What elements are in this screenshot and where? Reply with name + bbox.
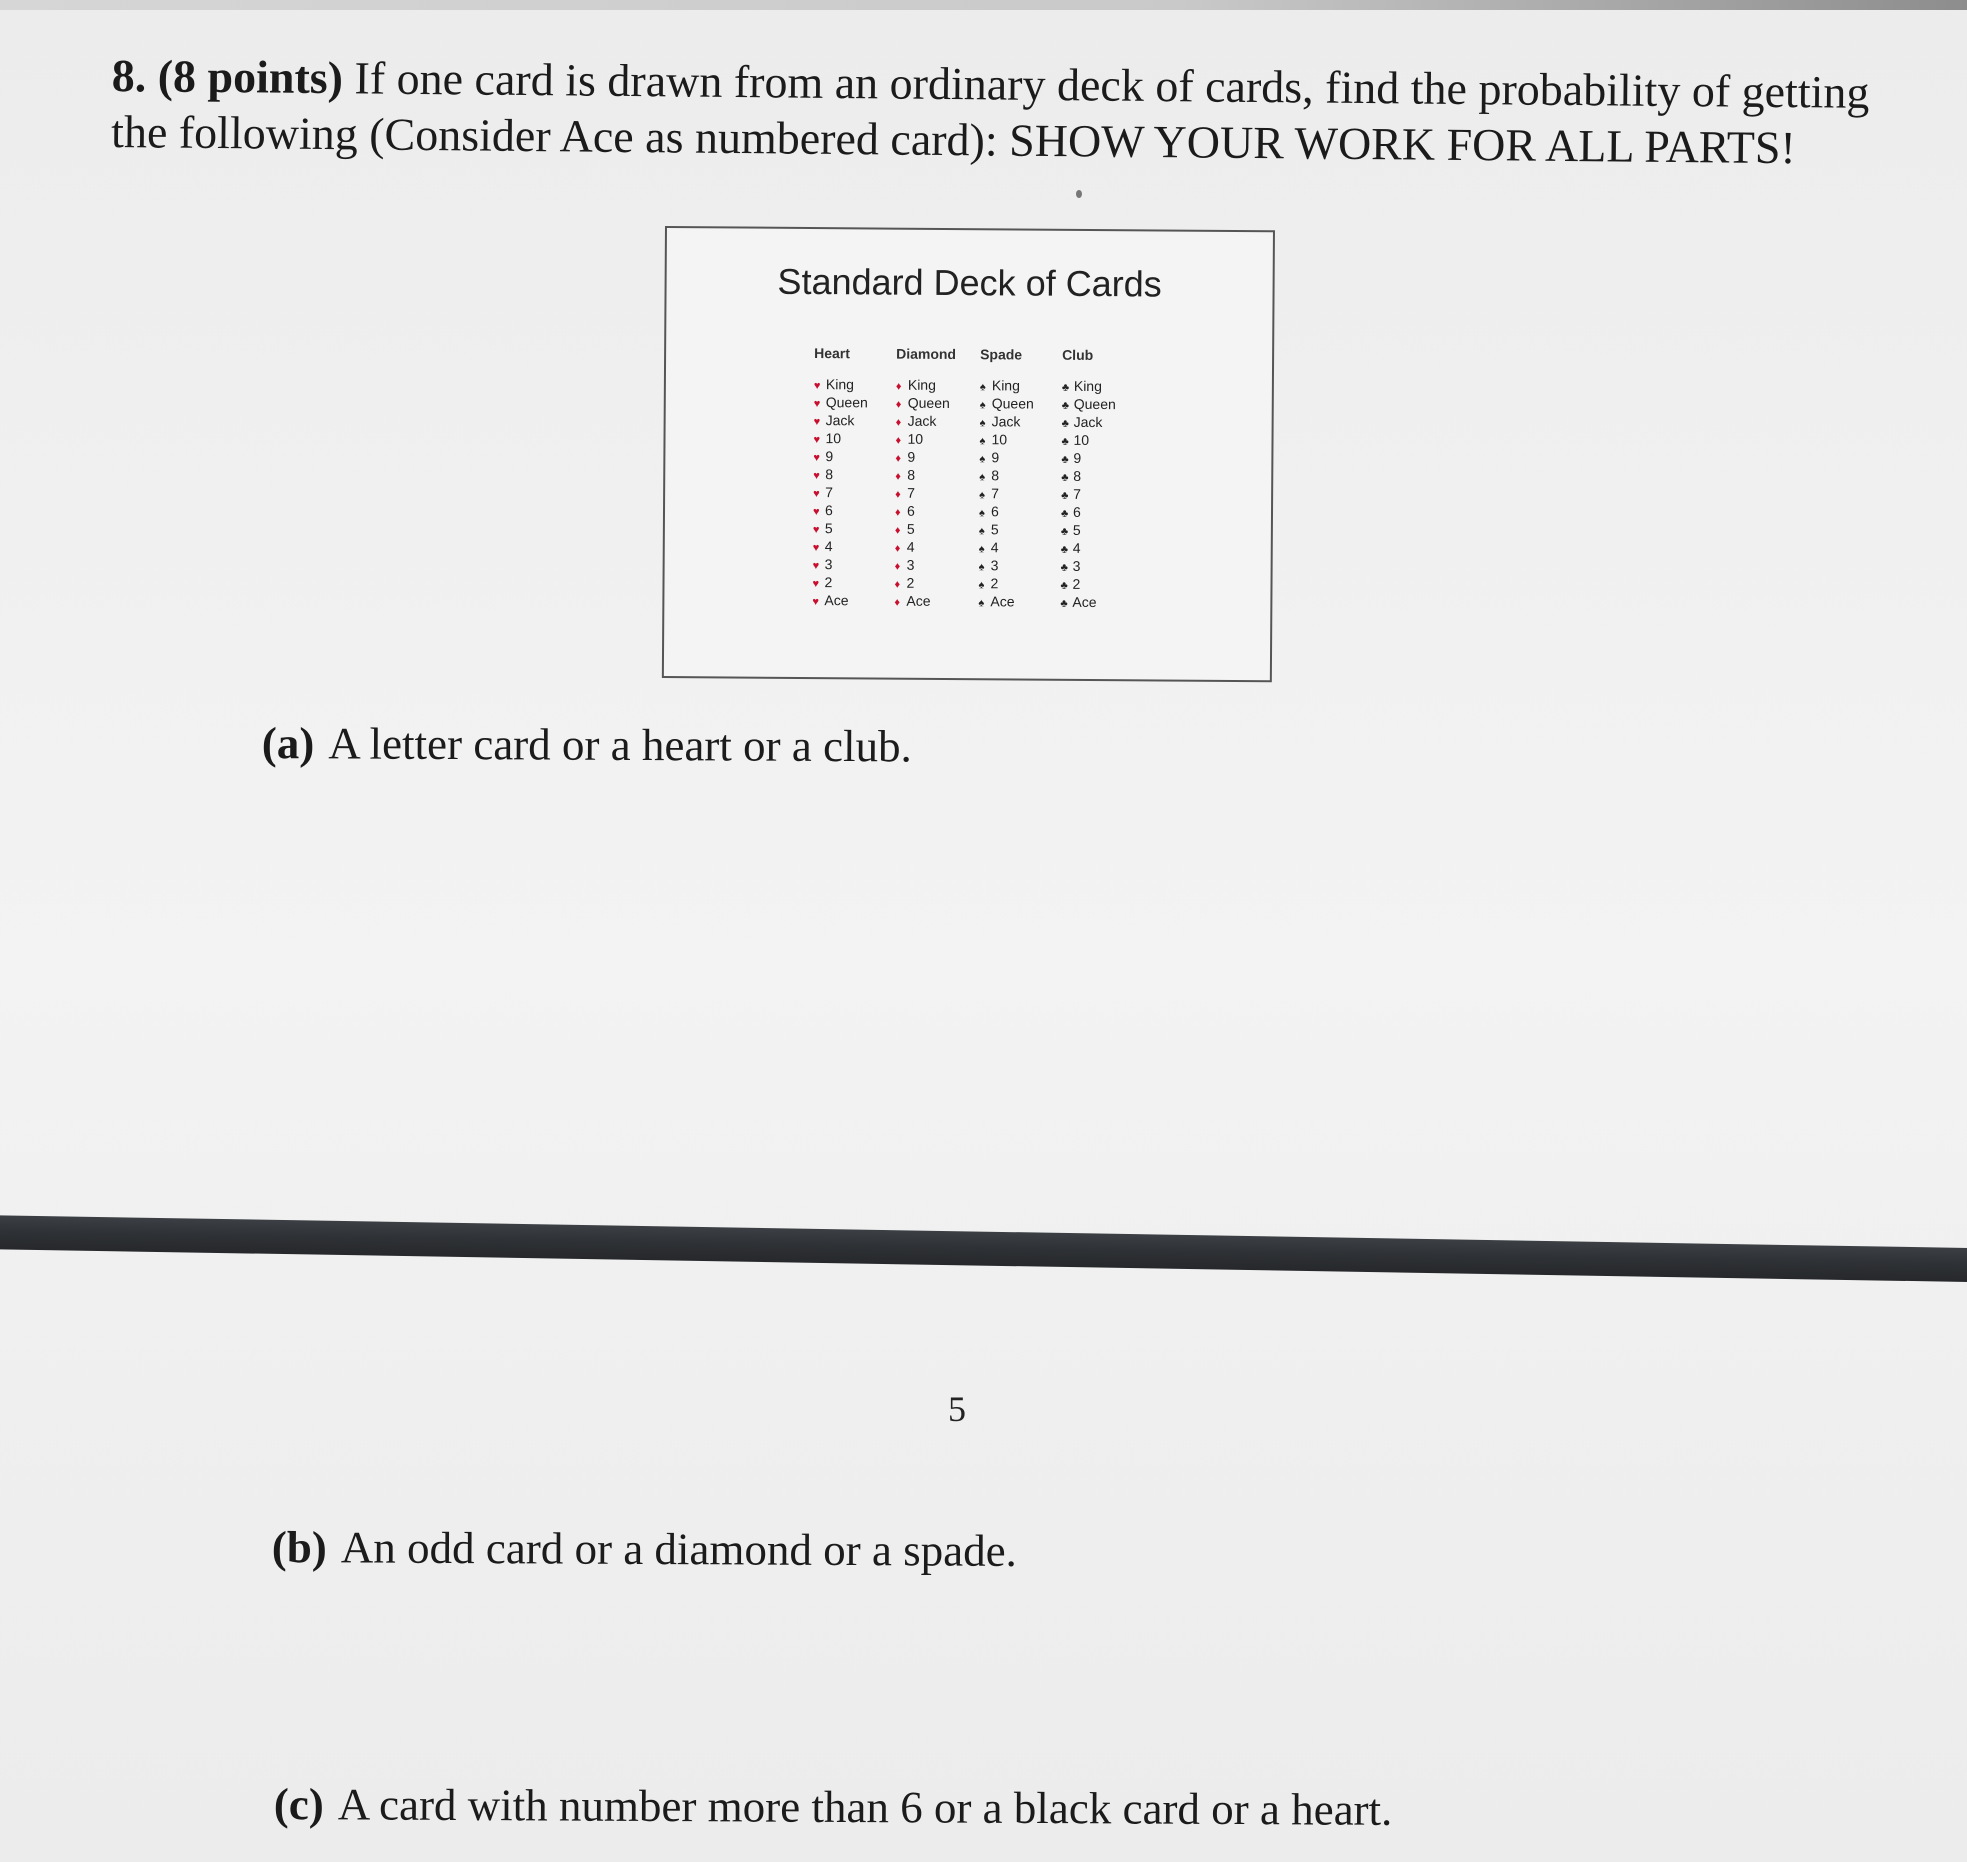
suit-header: Diamond <box>896 345 957 363</box>
club-suit-icon: ♣ <box>1060 561 1068 574</box>
club-suit-icon: ♣ <box>1061 489 1069 502</box>
card-rank: 10 <box>991 431 1008 448</box>
diamond-suit-icon: ♦ <box>895 470 901 483</box>
card-rank: 8 <box>1073 467 1082 484</box>
card-item <box>894 592 984 611</box>
card-item <box>1061 485 1151 504</box>
card-item <box>813 429 903 448</box>
page-number: 5 <box>948 1389 966 1429</box>
card-item <box>1062 377 1152 396</box>
question-text: If one card is drawn from an ordinary deck of cards, find the probability of getting the following (Consider Ace as numbered card): SHOW YOUR WORK FOR ALL PARTS! <box>110 52 1870 174</box>
card-item <box>895 520 985 539</box>
card-item <box>895 466 985 485</box>
card-item <box>979 466 1069 485</box>
card-item <box>895 484 985 503</box>
card-item <box>895 430 985 449</box>
card-rank: 6 <box>906 502 915 519</box>
card-rank: 8 <box>991 467 1000 484</box>
club-suit-icon: ♣ <box>1061 453 1069 466</box>
card-item <box>979 448 1069 467</box>
card-item <box>813 519 903 538</box>
part-c <box>274 1777 1393 1837</box>
part-c-label: (c) <box>273 1779 324 1830</box>
part-b <box>272 1520 1017 1578</box>
card-rank: 7 <box>1073 485 1081 502</box>
card-item <box>979 430 1069 449</box>
spade-suit-icon: ♠ <box>979 471 986 484</box>
heart-suit-icon: ♥ <box>812 578 820 591</box>
card-rank: 2 <box>990 575 999 592</box>
card-item <box>1060 593 1150 612</box>
card-item <box>896 376 986 395</box>
diamond-suit-icon: ♦ <box>895 416 902 429</box>
card-rank: Ace <box>990 593 1015 610</box>
card-rank: 10 <box>825 430 842 447</box>
figure-title: Standard Deck of Cards <box>777 260 1162 305</box>
card-rank: King <box>907 376 936 393</box>
card-item <box>895 556 985 575</box>
card-list <box>1060 377 1152 612</box>
card-list <box>978 376 1070 611</box>
card-item <box>1061 467 1151 486</box>
club-suit-icon: ♣ <box>1060 507 1069 520</box>
suit-column-heart <box>812 345 904 610</box>
card-rank: 10 <box>1073 431 1090 448</box>
suit-header: Spade <box>980 346 1023 363</box>
card-rank: Jack <box>825 412 855 429</box>
card-rank: Queen <box>991 395 1034 412</box>
card-item <box>980 394 1070 413</box>
card-rank: Ace <box>1072 593 1097 611</box>
heart-suit-icon: ♥ <box>812 542 820 555</box>
card-item <box>813 447 903 466</box>
spade-suit-icon: ♠ <box>979 399 986 412</box>
diamond-suit-icon: ♦ <box>894 524 901 537</box>
diamond-suit-icon: ♦ <box>894 578 901 591</box>
card-rank: 7 <box>825 484 833 501</box>
card-item <box>813 555 903 574</box>
spade-suit-icon: ♠ <box>979 435 986 448</box>
diamond-suit-icon: ♦ <box>895 488 901 501</box>
card-rank: Queen <box>825 394 868 411</box>
card-item <box>894 574 984 593</box>
diamond-suit-icon: ♦ <box>895 434 902 447</box>
card-item <box>812 591 902 610</box>
card-rank: 8 <box>907 466 916 483</box>
card-item <box>895 448 985 467</box>
card-rank: King <box>991 377 1020 394</box>
card-rank: 4 <box>906 538 915 555</box>
part-a <box>262 716 912 773</box>
spade-suit-icon: ♠ <box>979 489 986 502</box>
top-edge <box>0 0 1967 10</box>
suit-column-club <box>1060 347 1152 612</box>
spade-suit-icon: ♠ <box>979 453 986 466</box>
card-item <box>980 412 1070 431</box>
card-item <box>814 375 904 394</box>
card-rank: 3 <box>906 556 915 573</box>
card-item <box>1061 503 1151 522</box>
question-number: 8. <box>111 49 147 102</box>
card-item <box>1061 557 1151 576</box>
card-list <box>894 376 986 611</box>
card-rank: 5 <box>906 520 915 537</box>
heart-suit-icon: ♥ <box>812 524 820 537</box>
card-item <box>1061 449 1151 468</box>
heart-suit-icon: ♥ <box>813 398 821 411</box>
question-prompt <box>111 48 1902 177</box>
card-rank: King <box>825 376 854 393</box>
suit-header: Heart <box>814 345 850 362</box>
suit-column-spade <box>978 346 1070 611</box>
club-suit-icon: ♣ <box>1061 417 1069 430</box>
spade-suit-icon: ♠ <box>978 525 985 538</box>
card-item <box>814 393 904 412</box>
card-item <box>978 574 1068 593</box>
card-rank: 9 <box>991 449 1000 466</box>
club-suit-icon: ♣ <box>1061 435 1069 448</box>
suit-header: Club <box>1062 346 1094 363</box>
card-rank: 3 <box>1072 557 1081 574</box>
card-rank: 4 <box>824 538 833 555</box>
spade-suit-icon: ♠ <box>979 381 986 394</box>
card-rank: 2 <box>906 574 915 591</box>
card-rank: 3 <box>824 556 833 573</box>
card-rank: 6 <box>824 502 833 519</box>
heart-suit-icon: ♥ <box>813 452 820 465</box>
heart-suit-icon: ♥ <box>812 596 819 609</box>
card-rank: 7 <box>907 484 915 501</box>
card-rank: Jack <box>991 413 1021 430</box>
card-item <box>1061 539 1151 558</box>
card-item <box>812 573 902 592</box>
question-points: (8 points) <box>157 50 344 104</box>
card-rank: 4 <box>990 539 999 556</box>
spade-suit-icon: ♠ <box>978 597 985 610</box>
diamond-suit-icon: ♦ <box>894 560 901 573</box>
card-item <box>814 411 904 430</box>
heart-suit-icon: ♥ <box>812 560 820 573</box>
card-list <box>812 375 904 610</box>
card-item <box>1062 395 1152 414</box>
card-item <box>896 394 986 413</box>
diamond-suit-icon: ♦ <box>894 542 901 555</box>
card-rank: 10 <box>907 430 924 447</box>
club-suit-icon: ♣ <box>1060 525 1069 538</box>
spade-suit-icon: ♠ <box>978 507 985 520</box>
card-rank: 3 <box>990 557 999 574</box>
card-item <box>978 592 1068 611</box>
card-rank: King <box>1073 377 1102 395</box>
card-item <box>813 537 903 556</box>
diamond-suit-icon: ♦ <box>894 596 901 609</box>
heart-suit-icon: ♥ <box>813 488 820 501</box>
card-item <box>980 376 1070 395</box>
heart-suit-icon: ♥ <box>813 434 821 447</box>
card-item <box>979 538 1069 557</box>
diamond-suit-icon: ♦ <box>895 380 902 393</box>
card-rank: 4 <box>1072 539 1081 556</box>
card-item <box>1060 575 1150 594</box>
club-suit-icon: ♣ <box>1060 579 1068 592</box>
card-rank: 9 <box>907 448 916 465</box>
card-rank: 5 <box>824 520 833 537</box>
heart-suit-icon: ♥ <box>813 380 821 393</box>
part-c-text: A card with number more than 6 or a black card or a heart. <box>337 1779 1393 1835</box>
card-rank: 2 <box>824 574 833 591</box>
card-rank: Jack <box>907 412 937 429</box>
paper-speck <box>1076 190 1082 198</box>
spade-suit-icon: ♠ <box>979 417 986 430</box>
card-item <box>895 502 985 521</box>
card-rank: 5 <box>1072 521 1081 538</box>
card-rank: Queen <box>907 394 950 411</box>
card-rank: Ace <box>906 592 931 609</box>
heart-suit-icon: ♥ <box>813 470 820 483</box>
card-item <box>979 556 1069 575</box>
card-item <box>979 520 1069 539</box>
card-rank: Ace <box>824 592 849 609</box>
part-a-text: A letter card or a heart or a club. <box>328 718 912 772</box>
club-suit-icon: ♣ <box>1060 543 1069 556</box>
screen-divider-bar <box>0 1215 1967 1282</box>
card-rank: 6 <box>990 503 999 520</box>
card-rank: 9 <box>1073 449 1082 466</box>
spade-suit-icon: ♠ <box>978 561 985 574</box>
club-suit-icon: ♣ <box>1060 597 1068 610</box>
part-b-text: An odd card or a diamond or a spade. <box>340 1522 1018 1576</box>
suit-column-diamond <box>894 346 986 611</box>
part-b-label: (b) <box>271 1522 327 1573</box>
card-item <box>896 412 986 431</box>
card-rank: Queen <box>1073 395 1116 413</box>
card-rank: 7 <box>991 485 999 502</box>
card-rank: 2 <box>1072 575 1081 592</box>
card-rank: 5 <box>990 521 999 538</box>
card-item <box>979 484 1069 503</box>
card-item <box>813 465 903 484</box>
heart-suit-icon: ♥ <box>812 506 820 519</box>
club-suit-icon: ♣ <box>1061 399 1070 412</box>
deck-of-cards-figure <box>662 226 1275 682</box>
spade-suit-icon: ♠ <box>978 579 985 592</box>
card-item <box>979 502 1069 521</box>
card-item <box>813 501 903 520</box>
card-item <box>1062 413 1152 432</box>
card-item <box>1061 521 1151 540</box>
heart-suit-icon: ♥ <box>813 416 821 429</box>
diamond-suit-icon: ♦ <box>894 506 901 519</box>
spade-suit-icon: ♠ <box>978 543 985 556</box>
part-a-label: (a) <box>261 718 315 769</box>
card-rank: 6 <box>1072 503 1081 520</box>
card-rank: 8 <box>825 466 834 483</box>
card-rank: Jack <box>1073 413 1103 431</box>
club-suit-icon: ♣ <box>1061 471 1069 484</box>
diamond-suit-icon: ♦ <box>895 398 902 411</box>
card-rank: 9 <box>825 448 834 465</box>
card-item <box>813 483 903 502</box>
card-item <box>1061 431 1151 450</box>
club-suit-icon: ♣ <box>1061 381 1070 394</box>
card-item <box>895 538 985 557</box>
diamond-suit-icon: ♦ <box>895 452 902 465</box>
